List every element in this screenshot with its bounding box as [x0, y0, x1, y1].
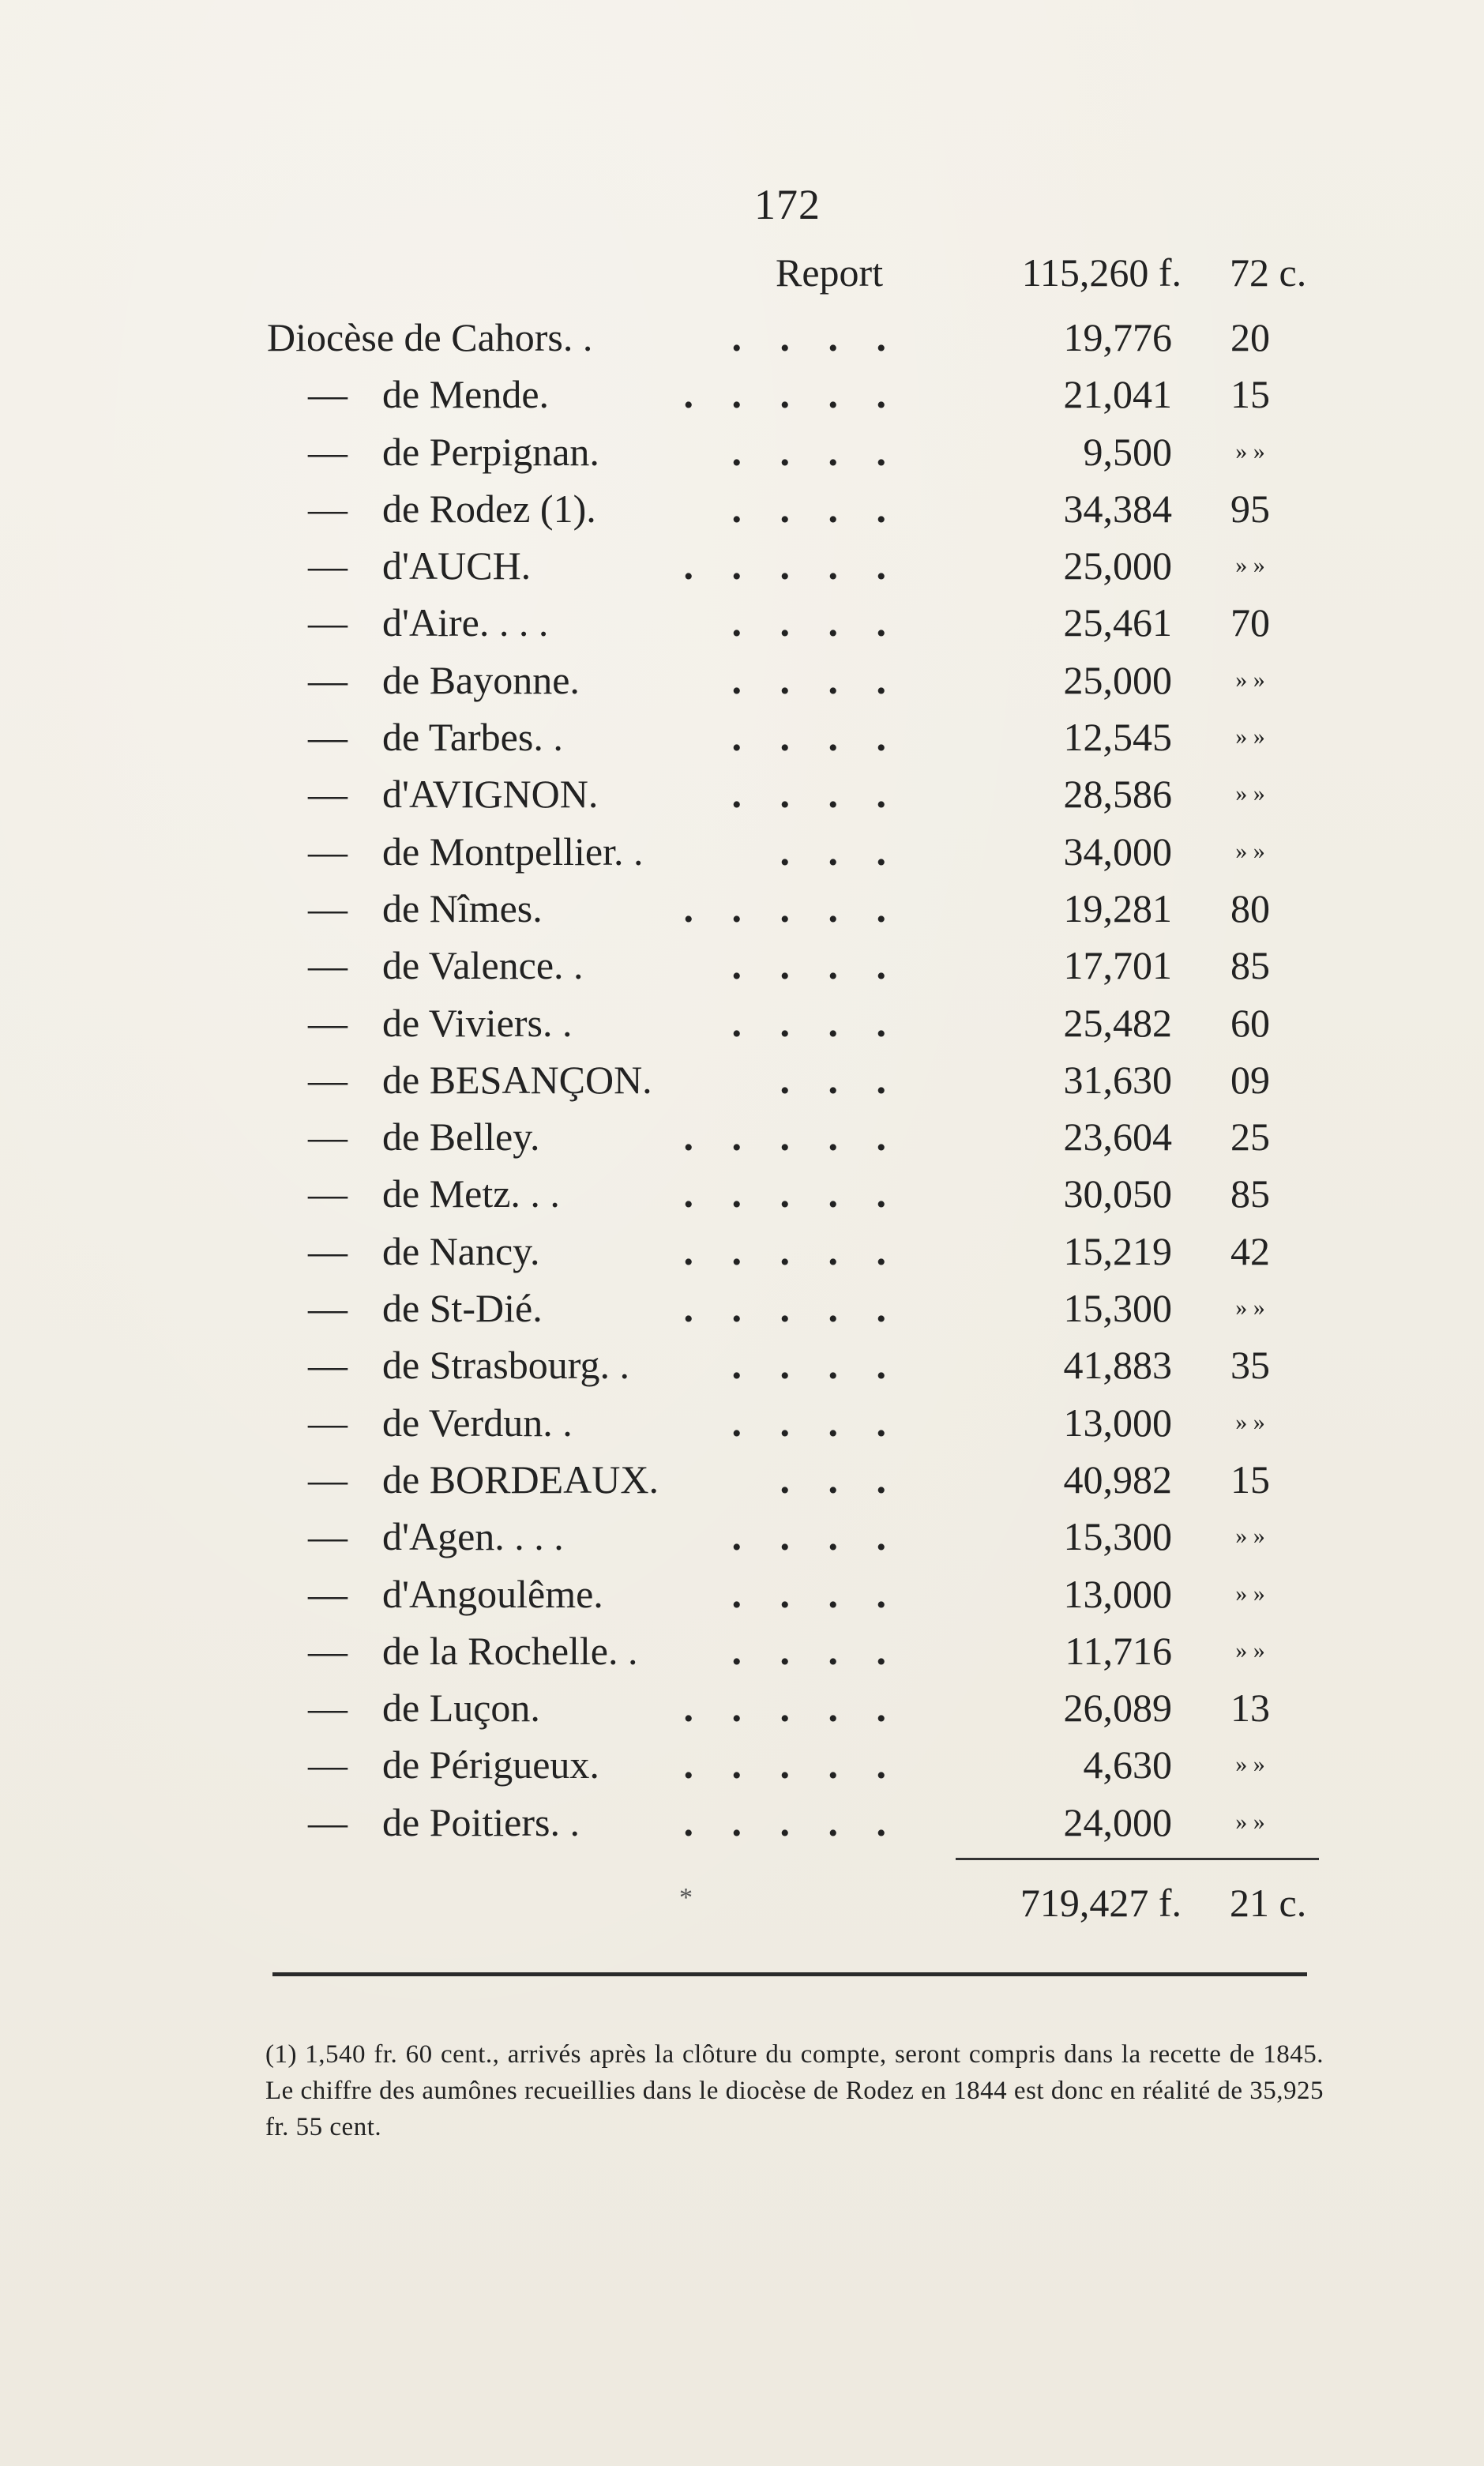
amount-francs: 25,482 [1063, 1000, 1172, 1045]
leader-dots: . . . . . [683, 1228, 900, 1273]
footnote-rule [272, 1972, 1307, 1976]
diocese-name: de BESANÇON. [382, 1057, 652, 1102]
amount-francs: 21,041 [1063, 372, 1172, 417]
amount-francs: 26,089 [1063, 1686, 1172, 1731]
table-row [0, 1165, 1484, 1222]
amount-francs: 34,000 [1063, 829, 1172, 874]
dash: — [308, 1799, 348, 1844]
dash: — [308, 429, 348, 474]
table-row [0, 1566, 1484, 1622]
table-row [0, 1108, 1484, 1165]
sum-divider [956, 1858, 1319, 1860]
footnote: (1) 1,540 fr. 60 cent., arrivés après la clôture du compte, seront compris dans la recette de 1845. Le chiffre des aumônes recueillies dans le diocèse de Rodez en 1844 est donc en réalité de 35,925 fr. 55 cent. [265, 2040, 1324, 2141]
table-row [0, 1280, 1484, 1336]
dash: — [308, 1057, 348, 1102]
amount-francs: 15,300 [1063, 1286, 1172, 1331]
dash: — [308, 885, 348, 930]
amount-francs: 28,586 [1063, 772, 1172, 817]
table-row [0, 594, 1484, 651]
amount-cents: 25 [1230, 1115, 1270, 1160]
diocese-name: de BORDEAUX. [382, 1457, 659, 1502]
table-row [0, 994, 1484, 1051]
amount-francs: 25,000 [1063, 657, 1172, 702]
diocese-name: d'AVIGNON. [382, 772, 599, 817]
amount-cents: 09 [1230, 1057, 1270, 1102]
leader-dots: . . . [780, 829, 900, 874]
amount-cents: » » [1235, 1751, 1265, 1778]
amount-cents: » » [1235, 1523, 1265, 1550]
table-row [0, 880, 1484, 937]
dash: — [308, 1686, 348, 1731]
dash: — [308, 1000, 348, 1045]
amount-francs: 15,300 [1063, 1514, 1172, 1559]
leader-dots: . . . . . [683, 885, 900, 930]
leader-dots: . . . . [731, 1628, 900, 1673]
amount-cents: » » [1235, 1295, 1265, 1321]
amount-francs: 19,776 [1063, 315, 1172, 359]
amount-cents: » » [1235, 1637, 1265, 1663]
table-row [0, 1394, 1484, 1451]
amount-cents: » » [1235, 1580, 1265, 1607]
amount-cents: » » [1235, 1408, 1265, 1435]
leader-dots: . . . [780, 1457, 900, 1502]
table-row [0, 1451, 1484, 1508]
dash: — [308, 1400, 348, 1445]
diocese-name: de St-Dié. [382, 1286, 543, 1331]
amount-francs: 23,604 [1063, 1115, 1172, 1160]
total-francs: 719,427 f. [1020, 1881, 1182, 1925]
diocese-name: de la Rochelle. . [382, 1628, 638, 1673]
amount-cents: 70 [1230, 600, 1270, 645]
dash: — [308, 486, 348, 531]
diocese-name: de Viviers. . [382, 1000, 573, 1045]
table-row [0, 366, 1484, 423]
table-row [0, 423, 1484, 480]
diocese-name: d'Angoulême. [382, 1571, 603, 1616]
diocese-name: de Luçon. [382, 1686, 540, 1731]
dash: — [308, 829, 348, 874]
diocese-name: de Valence. . [382, 943, 584, 988]
leader-dots: . . . . . [683, 1286, 900, 1331]
amount-cents: 15 [1230, 372, 1270, 417]
leader-dots: . . . . [731, 715, 900, 760]
report-row [0, 250, 1484, 300]
leader-dots: . . . . [731, 943, 900, 988]
amount-cents: 95 [1230, 486, 1270, 531]
leader-dots: . . . . [731, 486, 900, 531]
table-row [0, 1679, 1484, 1736]
total-mark: * [679, 1883, 693, 1912]
diocese-name: de Bayonne. [382, 657, 580, 702]
amount-francs: 4,630 [1083, 1742, 1172, 1787]
table-row [0, 709, 1484, 765]
amount-francs: 17,701 [1063, 943, 1172, 988]
amount-francs: 13,000 [1063, 1400, 1172, 1445]
dash: — [308, 1228, 348, 1273]
dash: — [308, 1343, 348, 1388]
diocese-name: Diocèse de Cahors. . [267, 315, 593, 359]
leader-dots: . . . . . [683, 1686, 900, 1731]
total-cents: 21 c. [1230, 1881, 1307, 1925]
table-row [0, 1508, 1484, 1565]
amount-cents: » » [1235, 552, 1265, 579]
diocese-name: de Belley. [382, 1115, 540, 1160]
dash: — [308, 715, 348, 760]
page-number: 172 [754, 181, 821, 228]
diocese-name: de Montpellier. . [382, 829, 644, 874]
amount-francs: 41,883 [1063, 1343, 1172, 1388]
dash: — [308, 1286, 348, 1331]
table-row [0, 1794, 1484, 1851]
leader-dots: . . . . [731, 772, 900, 817]
table-row [0, 823, 1484, 880]
amount-francs: 34,384 [1063, 486, 1172, 531]
amount-francs: 9,500 [1083, 429, 1172, 474]
table-row [0, 1051, 1484, 1108]
diocese-name: de Périgueux. [382, 1742, 599, 1787]
leader-dots: . . . . [731, 600, 900, 645]
dash: — [308, 1457, 348, 1502]
dash: — [308, 543, 348, 588]
amount-francs: 19,281 [1063, 885, 1172, 930]
diocese-name: de Poitiers. . [382, 1799, 580, 1844]
diocese-name: de Nancy. [382, 1228, 540, 1273]
dash: — [308, 657, 348, 702]
diocese-list [0, 309, 1484, 1851]
diocese-name: d'AUCH. [382, 543, 532, 588]
table-row [0, 480, 1484, 537]
amount-francs: 24,000 [1063, 1799, 1172, 1844]
dash: — [308, 943, 348, 988]
amount-cents: 13 [1230, 1686, 1270, 1731]
dash: — [308, 1171, 348, 1216]
table-row [0, 1736, 1484, 1793]
diocese-name: de Nîmes. [382, 885, 543, 930]
dash: — [308, 600, 348, 645]
leader-dots: . . . . [731, 1000, 900, 1045]
leader-dots: . . . . . [683, 543, 900, 588]
leader-dots: . . . . [731, 429, 900, 474]
amount-francs: 25,000 [1063, 543, 1172, 588]
leader-dots: . . . [780, 1057, 900, 1102]
leader-dots: . . . . [731, 1400, 900, 1445]
amount-cents: 15 [1230, 1457, 1270, 1502]
amount-cents: 80 [1230, 885, 1270, 930]
table-row [0, 652, 1484, 709]
diocese-name: de Strasbourg. . [382, 1343, 629, 1388]
diocese-name: de Tarbes. . [382, 715, 563, 760]
amount-cents: 20 [1230, 315, 1270, 359]
leader-dots: . . . . [731, 315, 900, 359]
diocese-name: de Verdun. . [382, 1400, 573, 1445]
diocese-name: de Rodez (1). [382, 486, 596, 531]
table-row [0, 1622, 1484, 1679]
table-row [0, 765, 1484, 822]
table-row [0, 309, 1484, 366]
amount-francs: 30,050 [1063, 1171, 1172, 1216]
leader-dots: . . . . . [683, 372, 900, 417]
dash: — [308, 1115, 348, 1160]
amount-cents: » » [1235, 837, 1265, 864]
amount-cents: » » [1235, 724, 1265, 750]
table-row [0, 1336, 1484, 1393]
leader-dots: . . . . . [683, 1115, 900, 1160]
leader-dots: . . . . . [683, 1171, 900, 1216]
amount-cents: » » [1235, 780, 1265, 807]
leader-dots: . . . . . [683, 1742, 900, 1787]
amount-francs: 40,982 [1063, 1457, 1172, 1502]
amount-cents: 42 [1230, 1228, 1270, 1273]
amount-francs: 11,716 [1065, 1628, 1172, 1673]
diocese-name: de Metz. . . [382, 1171, 560, 1216]
leader-dots: . . . . [731, 657, 900, 702]
table-row [0, 1223, 1484, 1280]
dash: — [308, 1742, 348, 1787]
amount-cents: » » [1235, 1808, 1265, 1835]
dash: — [308, 1628, 348, 1673]
table-row [0, 937, 1484, 994]
amount-francs: 13,000 [1063, 1571, 1172, 1616]
amount-cents: » » [1235, 666, 1265, 693]
report-francs: 115,260 f. [1021, 250, 1182, 295]
diocese-name: d'Aire. . . . [382, 600, 549, 645]
table-row [0, 537, 1484, 594]
leader-dots: . . . . [731, 1514, 900, 1559]
amount-cents: 85 [1230, 1171, 1270, 1216]
amount-francs: 25,461 [1063, 600, 1172, 645]
dash: — [308, 1514, 348, 1559]
dash: — [308, 772, 348, 817]
amount-francs: 15,219 [1063, 1228, 1172, 1273]
leader-dots: . . . . [731, 1343, 900, 1388]
diocese-name: de Mende. [382, 372, 550, 417]
dash: — [308, 372, 348, 417]
report-label: Report [776, 250, 884, 295]
diocese-name: de Perpignan. [382, 429, 599, 474]
leader-dots: . . . . [731, 1571, 900, 1616]
leader-dots: . . . . . [683, 1799, 900, 1844]
amount-cents: 60 [1230, 1000, 1270, 1045]
amount-cents: 35 [1230, 1343, 1270, 1388]
amount-cents: » » [1235, 438, 1265, 464]
amount-francs: 31,630 [1063, 1057, 1172, 1102]
amount-cents: 85 [1230, 943, 1270, 988]
dash: — [308, 1571, 348, 1616]
amount-francs: 12,545 [1063, 715, 1172, 760]
diocese-name: d'Agen. . . . [382, 1514, 564, 1559]
report-cents: 72 c. [1230, 250, 1307, 295]
